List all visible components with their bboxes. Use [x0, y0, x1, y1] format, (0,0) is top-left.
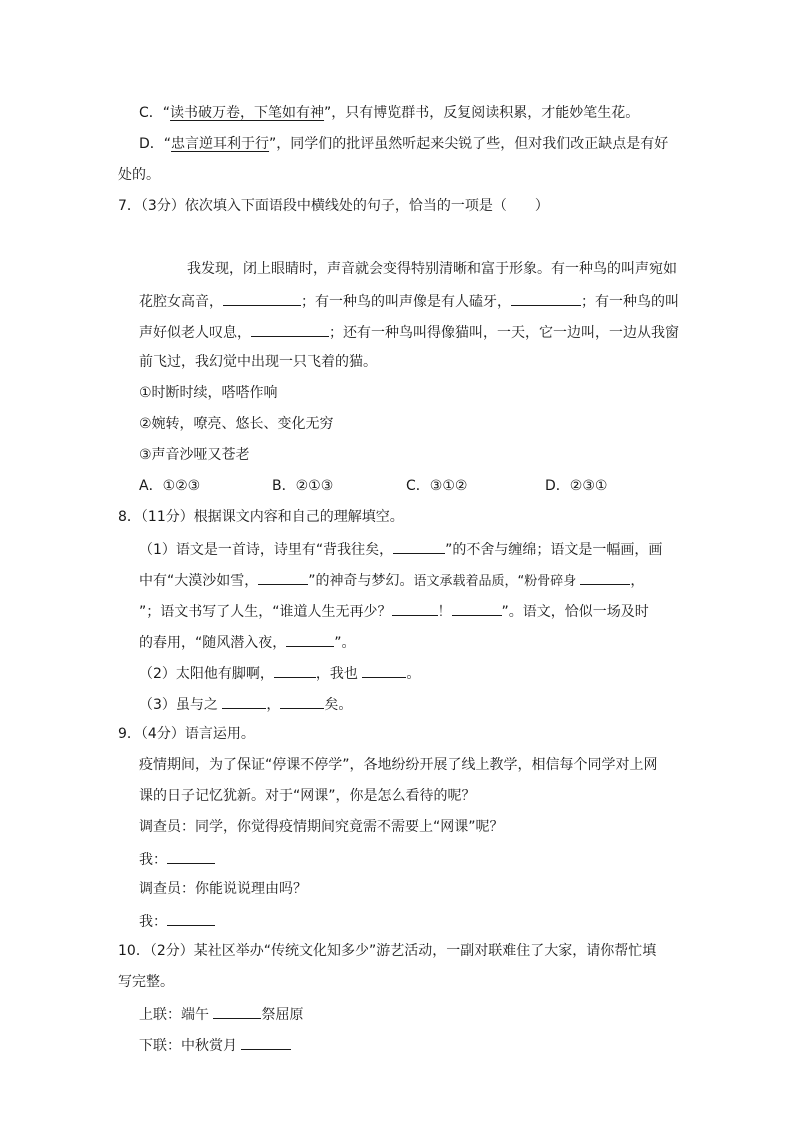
option-c-underlined: 读书破万卷，下笔如有神	[170, 105, 325, 121]
q8-line-3	[139, 600, 649, 622]
blank[interactable]	[258, 569, 308, 585]
text: 祭屈原	[261, 1007, 304, 1023]
q8-line-1	[139, 538, 662, 560]
open-quote: “	[162, 105, 171, 121]
option-d	[139, 134, 668, 154]
blank[interactable]	[222, 693, 266, 709]
text: ；有一种鸟的叫声像是有人磕牙，	[301, 294, 511, 310]
q9-para-1: 疫情期间，为了保证“停课不停学”，各地纷纷开展了线上教学，相信每个同学对上网	[139, 757, 658, 773]
couplet-blank[interactable]	[213, 1003, 261, 1019]
text: ”；语文书写了人生，“谁道人生无再少？	[139, 604, 392, 620]
text: ”。	[334, 635, 356, 651]
open-quote: “	[163, 136, 172, 152]
text: 语文承载着品质，“粉骨碎身	[413, 574, 581, 589]
q7-item-3: ③声音沙哑又苍老	[139, 447, 250, 463]
blank[interactable]	[274, 662, 316, 678]
text: 中有“大漠沙如雪，	[139, 573, 259, 589]
text: ，我也	[315, 666, 363, 682]
blank[interactable]	[280, 693, 324, 709]
q7-title: 7．（3分）依次填入下面语段中横线处的句子，恰当的一项是（ ）	[118, 198, 549, 214]
option-d-underlined: 忠言逆耳利于行	[171, 136, 270, 152]
q7-choice-d[interactable]: D．②③①	[545, 478, 608, 494]
text: 我：	[139, 914, 167, 930]
q9-dialog-2: 调查员：你能说说理由吗？	[139, 881, 307, 897]
answer-blank[interactable]	[167, 910, 215, 926]
q7-para-line-3	[139, 321, 679, 343]
text: 的春用，“随风潜入夜，	[139, 635, 287, 651]
option-d-rest: ”，同学们的批评虽然听起来尖锐了些，但对我们改正缺点是有好	[269, 136, 669, 152]
q9-answer-1	[139, 848, 215, 870]
blank-3[interactable]	[251, 321, 329, 337]
q9-title: 9．（4分）语言运用。	[118, 726, 255, 742]
text: 上联：端午	[139, 1007, 214, 1023]
q7-para-line-2	[139, 290, 679, 312]
text: （1）语文是一首诗，诗里有“背我往矣，	[139, 542, 394, 558]
q7-choice-a[interactable]: A．①②③	[139, 478, 201, 494]
couplet-blank[interactable]	[241, 1034, 291, 1050]
option-c	[139, 103, 639, 123]
q8-title: 8．（11分）根据课文内容和自己的理解填空。	[118, 509, 404, 525]
blank[interactable]	[362, 662, 406, 678]
q8-line-6	[139, 693, 352, 715]
blank[interactable]	[393, 538, 445, 554]
text: （3）虽与之	[139, 697, 223, 713]
option-c-label: C．	[139, 105, 163, 121]
text: ，	[630, 573, 645, 589]
blank[interactable]	[392, 600, 438, 616]
blank[interactable]	[452, 600, 502, 616]
q10-title-cont: 写完整。	[118, 974, 174, 990]
text: ！	[437, 604, 452, 620]
blank[interactable]	[580, 569, 630, 585]
q10-lower-couplet	[139, 1034, 291, 1056]
text: 声好似老人叹息，	[139, 325, 251, 341]
q7-item-2: ②婉转，嘹亮、悠长、变化无穷	[139, 416, 334, 432]
text: 花腔女高音，	[139, 294, 223, 310]
text: 矣。	[324, 697, 353, 713]
text: ”。语文，恰似一场及时	[501, 604, 649, 620]
option-d-cont: 处的。	[118, 167, 160, 183]
option-d-label: D．	[139, 136, 164, 152]
q8-line-5	[139, 662, 420, 684]
q9-para-2: 课的日子记忆犹新。对于“网课”，你是怎么看待的呢？	[139, 788, 476, 804]
text: ，	[266, 697, 281, 713]
q9-dialog-1: 调查员：同学，你觉得疫情期间究竟需不需要上“网课”呢？	[139, 819, 504, 835]
q8-line-4	[139, 631, 356, 653]
text: ；有一种鸟的叫	[581, 294, 679, 310]
blank[interactable]	[286, 631, 334, 647]
text: ；还有一种鸟叫得像猫叫，一天，它一边叫，一边从我窗	[329, 325, 679, 341]
text: 我：	[139, 852, 167, 868]
answer-blank[interactable]	[167, 848, 215, 864]
q10-upper-couplet	[139, 1003, 303, 1025]
q7-choice-b[interactable]: B．②①③	[272, 478, 334, 494]
q7-para-line-4: 前飞过，我幻觉中出现一只飞着的猫。	[139, 354, 377, 370]
text: ”的不舍与缠绵；语文是一幅画，画	[445, 542, 663, 558]
q7-para-line-1: 我发现，闭上眼睛时，声音就会变得特别清晰和富于形象。有一种鸟的叫声宛如	[187, 261, 677, 277]
q8-line-2	[139, 569, 644, 592]
q10-title: 10．（2分）某社区举办“传统文化知多少”游艺活动，一副对联难住了大家，请你帮忙填	[118, 943, 657, 959]
blank-1[interactable]	[223, 290, 301, 306]
text: 。	[406, 666, 421, 682]
blank-2[interactable]	[511, 290, 581, 306]
q7-choice-c[interactable]: C．③①②	[406, 478, 468, 494]
text: 下联：中秋赏月	[139, 1038, 242, 1054]
q9-answer-2	[139, 910, 215, 932]
text: ”的神奇与梦幻。	[308, 573, 414, 589]
option-c-rest: ”，只有博览群书，反复阅读积累，才能妙笔生花。	[324, 105, 640, 121]
q7-item-1: ①时断时续，嗒嗒作响	[139, 385, 278, 401]
text: （2）太阳他有脚啊，	[139, 666, 274, 682]
